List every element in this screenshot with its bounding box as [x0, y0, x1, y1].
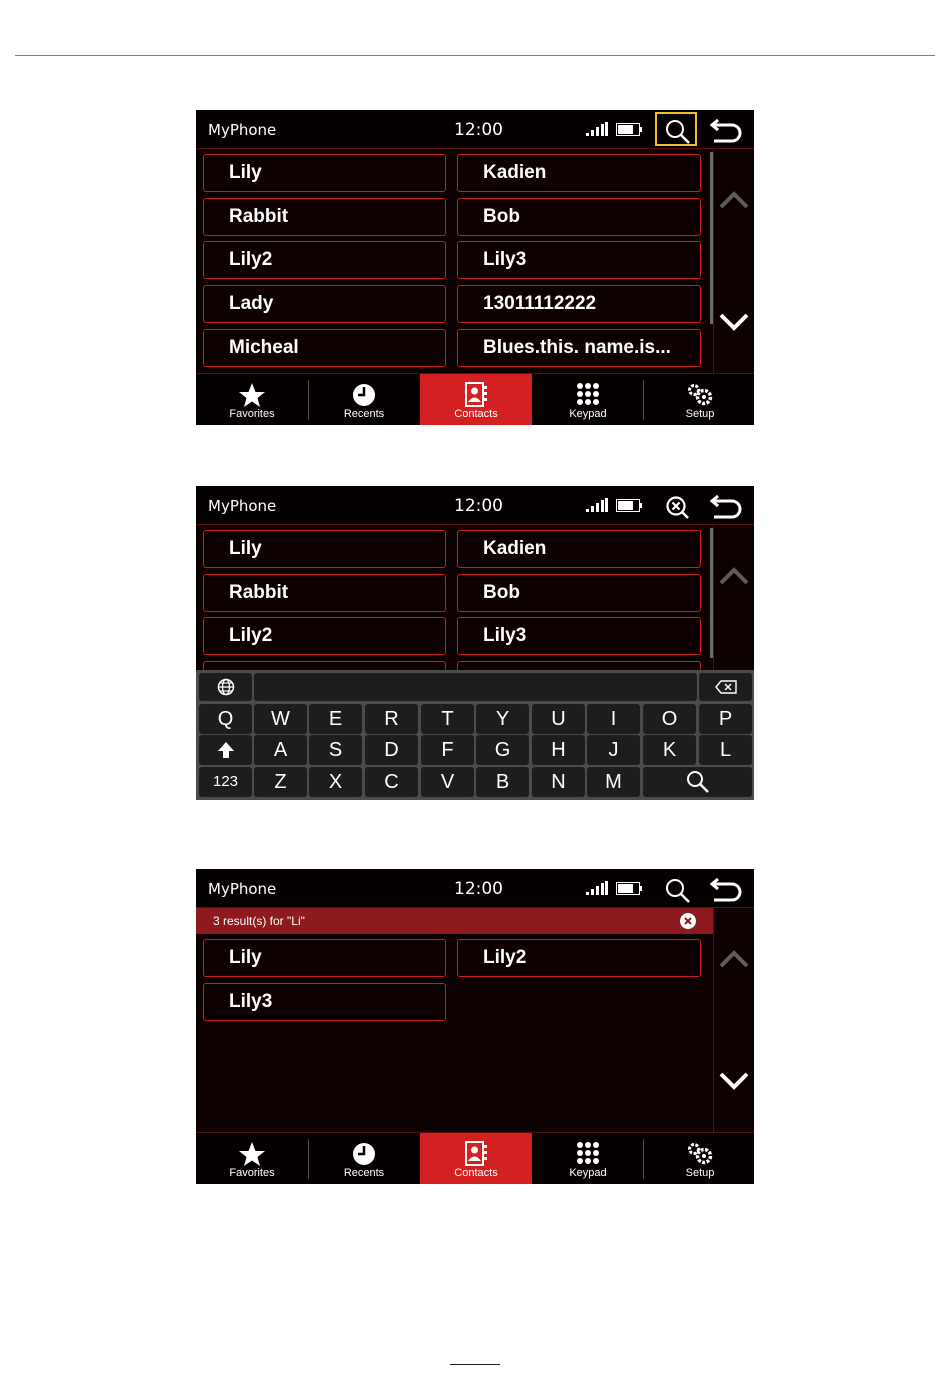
app-title: MyPhone — [208, 880, 277, 898]
tab-bar — [196, 1132, 754, 1184]
keypad-icon — [574, 1141, 602, 1167]
key[interactable]: I — [587, 704, 640, 734]
tab-keypad[interactable] — [532, 374, 644, 425]
tab-label: Recents — [343, 408, 385, 420]
result-count: 3 result(s) for "Li" — [213, 914, 305, 928]
search-results-screen — [196, 869, 754, 1184]
app-title: MyPhone — [208, 121, 277, 139]
tab-label: Keypad — [569, 408, 607, 420]
key[interactable]: E — [309, 704, 362, 734]
key[interactable]: P — [699, 704, 752, 734]
key[interactable]: U — [532, 704, 585, 734]
app-title: MyPhone — [208, 497, 277, 515]
contact-item[interactable]: Kadien — [457, 530, 701, 568]
tab-label: Keypad — [569, 1167, 607, 1179]
tab-setup[interactable] — [644, 374, 754, 425]
key[interactable]: Z — [254, 767, 307, 797]
battery-nub — [640, 127, 642, 132]
scroll-down-icon[interactable] — [718, 1069, 750, 1093]
scroll-divider — [713, 149, 714, 373]
key[interactable]: M — [587, 767, 640, 797]
contacts-icon — [462, 382, 490, 408]
contact-item[interactable]: Lily2 — [203, 241, 446, 279]
tab-favorites[interactable] — [196, 374, 308, 425]
clear-search-button[interactable] — [680, 913, 696, 929]
status-bar — [196, 869, 754, 908]
tab-recents[interactable] — [308, 374, 420, 425]
back-icon[interactable] — [708, 492, 744, 520]
contact-item[interactable]: Rabbit — [203, 574, 446, 612]
contact-item[interactable]: Lady — [203, 285, 446, 323]
status-bar — [196, 110, 754, 149]
search-icon — [665, 878, 691, 904]
search-button[interactable] — [655, 112, 697, 146]
key[interactable]: S — [309, 735, 362, 765]
top-rule — [15, 55, 935, 56]
tab-label: Contacts — [454, 1167, 498, 1179]
search-icon — [686, 770, 710, 794]
tab-label: Favorites — [229, 1167, 275, 1179]
signal-icon — [586, 122, 608, 136]
tab-favorites[interactable] — [196, 1133, 308, 1184]
key[interactable]: V — [421, 767, 474, 797]
globe-icon — [217, 678, 235, 696]
search-input[interactable] — [254, 673, 697, 701]
tab-contacts[interactable] — [420, 374, 532, 425]
back-icon[interactable] — [708, 116, 744, 144]
clock-icon — [350, 1141, 378, 1167]
key[interactable]: X — [309, 767, 362, 797]
key[interactable]: F — [421, 735, 474, 765]
signal-icon — [586, 498, 608, 512]
search-icon — [665, 119, 691, 145]
key[interactable]: N — [532, 767, 585, 797]
search-close-button[interactable] — [655, 488, 697, 522]
key[interactable]: B — [476, 767, 529, 797]
contact-item[interactable]: Micheal — [203, 329, 446, 367]
backspace-key[interactable] — [699, 673, 752, 701]
back-icon[interactable] — [708, 875, 744, 903]
tab-label: Setup — [685, 408, 715, 420]
contact-item[interactable]: Blues.this. name.is... — [457, 329, 701, 367]
scroll-up-icon[interactable] — [718, 564, 750, 588]
search-button[interactable] — [655, 871, 697, 905]
search-clear-icon — [665, 495, 691, 521]
contact-item[interactable]: Lily3 — [457, 241, 701, 279]
key[interactable]: O — [643, 704, 696, 734]
scroll-down-icon[interactable] — [718, 310, 750, 334]
key[interactable]: L — [699, 735, 752, 765]
clock: 12:00 — [454, 120, 503, 140]
contact-item[interactable]: 13011112222 — [457, 285, 701, 323]
contact-item[interactable]: Lily — [203, 530, 446, 568]
tab-contacts[interactable] — [420, 1133, 532, 1184]
close-icon — [680, 913, 696, 929]
clock: 12:00 — [454, 496, 503, 516]
keypad-icon — [574, 382, 602, 408]
contact-item[interactable]: Lily — [203, 939, 446, 977]
key[interactable]: G — [476, 735, 529, 765]
tab-label: Contacts — [454, 408, 498, 420]
clock-icon — [350, 382, 378, 408]
tab-keypad[interactable] — [532, 1133, 644, 1184]
key[interactable]: R — [365, 704, 418, 734]
key[interactable]: A — [254, 735, 307, 765]
key[interactable]: H — [532, 735, 585, 765]
clock: 12:00 — [454, 879, 503, 899]
scrollbar[interactable] — [710, 152, 713, 324]
battery-icon — [616, 123, 640, 136]
contact-item[interactable]: Bob — [457, 198, 701, 236]
shift-key[interactable] — [199, 735, 252, 765]
battery-nub — [640, 503, 642, 508]
key[interactable]: Q — [199, 704, 252, 734]
scroll-divider — [713, 908, 714, 1132]
contact-item[interactable]: Lily — [203, 154, 446, 192]
tab-bar — [196, 373, 754, 425]
key[interactable]: C — [365, 767, 418, 797]
search-key[interactable] — [643, 767, 752, 797]
settings-icon — [686, 1141, 714, 1167]
search-keyboard-screen — [196, 486, 754, 800]
contacts-screen — [196, 110, 754, 425]
backspace-icon — [715, 680, 737, 694]
star-icon — [238, 1141, 266, 1167]
on-screen-keyboard — [196, 670, 754, 800]
contacts-icon — [462, 1141, 490, 1167]
status-bar — [196, 486, 754, 525]
key[interactable]: D — [365, 735, 418, 765]
battery-icon — [616, 499, 640, 512]
battery-nub — [640, 886, 642, 891]
tab-label: Recents — [343, 1167, 385, 1179]
tab-recents[interactable] — [308, 1133, 420, 1184]
scrollbar[interactable] — [710, 528, 713, 658]
scroll-up-icon[interactable] — [718, 188, 750, 212]
key[interactable]: W — [254, 704, 307, 734]
contact-item[interactable]: Lily3 — [457, 617, 701, 655]
signal-icon — [586, 881, 608, 895]
contact-item[interactable]: Lily2 — [457, 939, 701, 977]
page-footer-rule — [450, 1364, 500, 1365]
contact-item[interactable]: Rabbit — [203, 198, 446, 236]
search-result-banner — [196, 908, 714, 934]
tab-label: Setup — [685, 1167, 715, 1179]
language-key[interactable] — [199, 673, 252, 701]
key[interactable]: J — [587, 735, 640, 765]
contact-item[interactable]: Kadien — [457, 154, 701, 192]
scroll-divider — [713, 525, 714, 670]
key[interactable]: T — [421, 704, 474, 734]
tab-label: Favorites — [229, 408, 275, 420]
settings-icon — [686, 382, 714, 408]
scroll-up-icon[interactable] — [718, 947, 750, 971]
key[interactable]: K — [643, 735, 696, 765]
star-icon — [238, 382, 266, 408]
battery-icon — [616, 882, 640, 895]
contact-item[interactable]: Bob — [457, 574, 701, 612]
tab-setup[interactable] — [644, 1133, 754, 1184]
shift-icon — [217, 741, 235, 759]
contact-item[interactable]: Lily3 — [203, 983, 446, 1021]
numbers-key[interactable]: 123 — [199, 767, 252, 797]
key[interactable]: Y — [476, 704, 529, 734]
contact-item[interactable]: Lily2 — [203, 617, 446, 655]
